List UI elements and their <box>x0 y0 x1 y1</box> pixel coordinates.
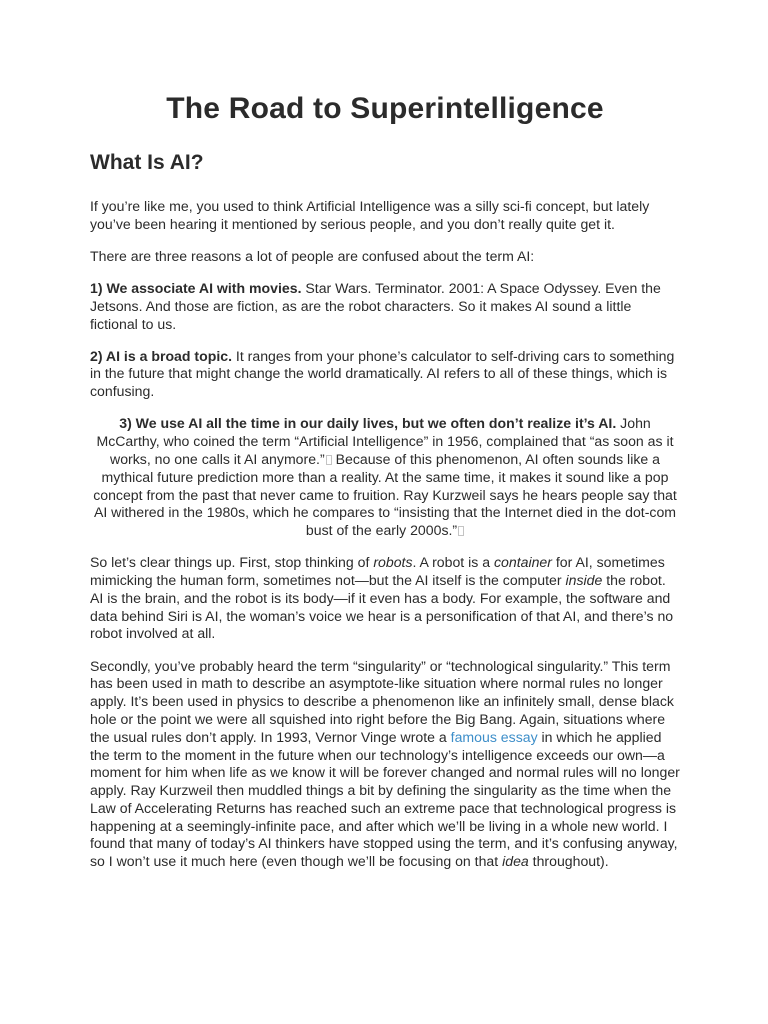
robots-italic-inside: inside <box>565 572 603 589</box>
reason-2-text: It ranges from your phone’s calculator to self-driving cars to something in the future that might change the world dramatically. AI refers to all of these things, which is confusing. <box>90 347 675 400</box>
reason-3-heading: 3) We use AI all the time in our daily lives, but we often don’t realize it’s AI. <box>119 415 617 432</box>
document-title: The Road to Superintelligence <box>166 92 604 125</box>
paragraph-singularity <box>90 658 680 872</box>
paragraph-reason-2 <box>90 348 680 401</box>
robots-text-1: So let’s clear things up. First, stop thinking of <box>90 554 374 571</box>
robots-text-3: for AI, sometimes mimicking the human form, sometimes not—but the AI itself is the computer <box>90 554 665 589</box>
paragraph-robots <box>90 554 680 643</box>
famous-essay-link[interactable]: famous essay <box>450 728 538 745</box>
reason-1-text: Star Wars. Terminator. 2001: A Space Odyssey. Even the Jetsons. And those are fiction, as are the robot characters. So it makes AI sound a little fictional to us. <box>90 279 661 332</box>
document-body <box>90 198 680 885</box>
robots-italic-container: container <box>493 554 552 571</box>
paragraph-reason-3 <box>90 415 680 540</box>
paragraph-intro: If you’re like me, you used to think Artificial Intelligence was a silly sci-fi concept, but lately you’ve been hearing it mentioned by serious people, and you don’t really quite get it. <box>90 198 650 232</box>
singularity-italic-idea: idea <box>502 853 529 870</box>
robots-text-4: the robot. AI is the brain, and the robot is its body—if it even has a body. For example, the software and data behind Siri is AI, the woman’s voice we hear is a personification of that AI, and there’s no robot involved at all. <box>90 572 674 642</box>
paragraph-reason-1 <box>90 280 680 333</box>
robots-italic-robots: robots <box>373 554 413 571</box>
singularity-text-3: throughout). <box>528 853 609 870</box>
section-heading: What Is AI? <box>90 151 204 174</box>
singularity-text-2: in which he applied the term to the moment in the future when our technology’s intelligence exceeds our own—a moment for him when life as we know it will be forever changed and normal rules will no longer apply. Ray Kurzweil then muddled things a bit by defining the singularity as the time when the Law of Accelerating Returns has reached such an extreme pace that technological progress is happening at a seemingly-infinite pace, and after which we’ll be living in a whole new world. I found that many of today’s AI thinkers have stopped using the term, and it’s confusing anyway, so I won’t use it much here (even though we’ll be focusing on that <box>90 728 680 870</box>
paragraph-three-reasons: There are three reasons a lot of people are confused about the term AI: <box>90 247 535 264</box>
robots-text-2: . A robot is a <box>412 554 494 571</box>
reason-1-heading: 1) We associate AI with movies. <box>90 279 302 296</box>
reason-3-text-part-1: John McCarthy, who coined the term “Artificial Intelligence” in 1956, complained that “as soon as it works, no one calls it AI anymore.” <box>96 415 674 467</box>
footnote-marker-icon[interactable] <box>458 526 464 536</box>
reason-3-text-part-2: Because of this phenomenon, AI often sounds like a mythical future prediction more than a reality. At the same time, it makes it sound like a pop concept from the past that never came to fruition. Ray Kurzweil says he hears people say that AI withered in the 1980s, which he compares to “insisting that the Internet died in the dot-com bust of the early 2000s.” <box>93 450 677 539</box>
reason-2-heading: 2) AI is a broad topic. <box>90 347 233 364</box>
singularity-text-1: Secondly, you’ve probably heard the term “singularity” or “technological singularity.” This term has been used in math to describe an asymptote-like situation where normal rules no longer apply. It’s been used in physics to describe a phenomenon like an infinitely small, dense black hole or the point we were all squished into right before the Big Bang. Again, situations where the usual rules don’t apply. In 1993, Vernor Vinge wrote a <box>90 657 674 745</box>
